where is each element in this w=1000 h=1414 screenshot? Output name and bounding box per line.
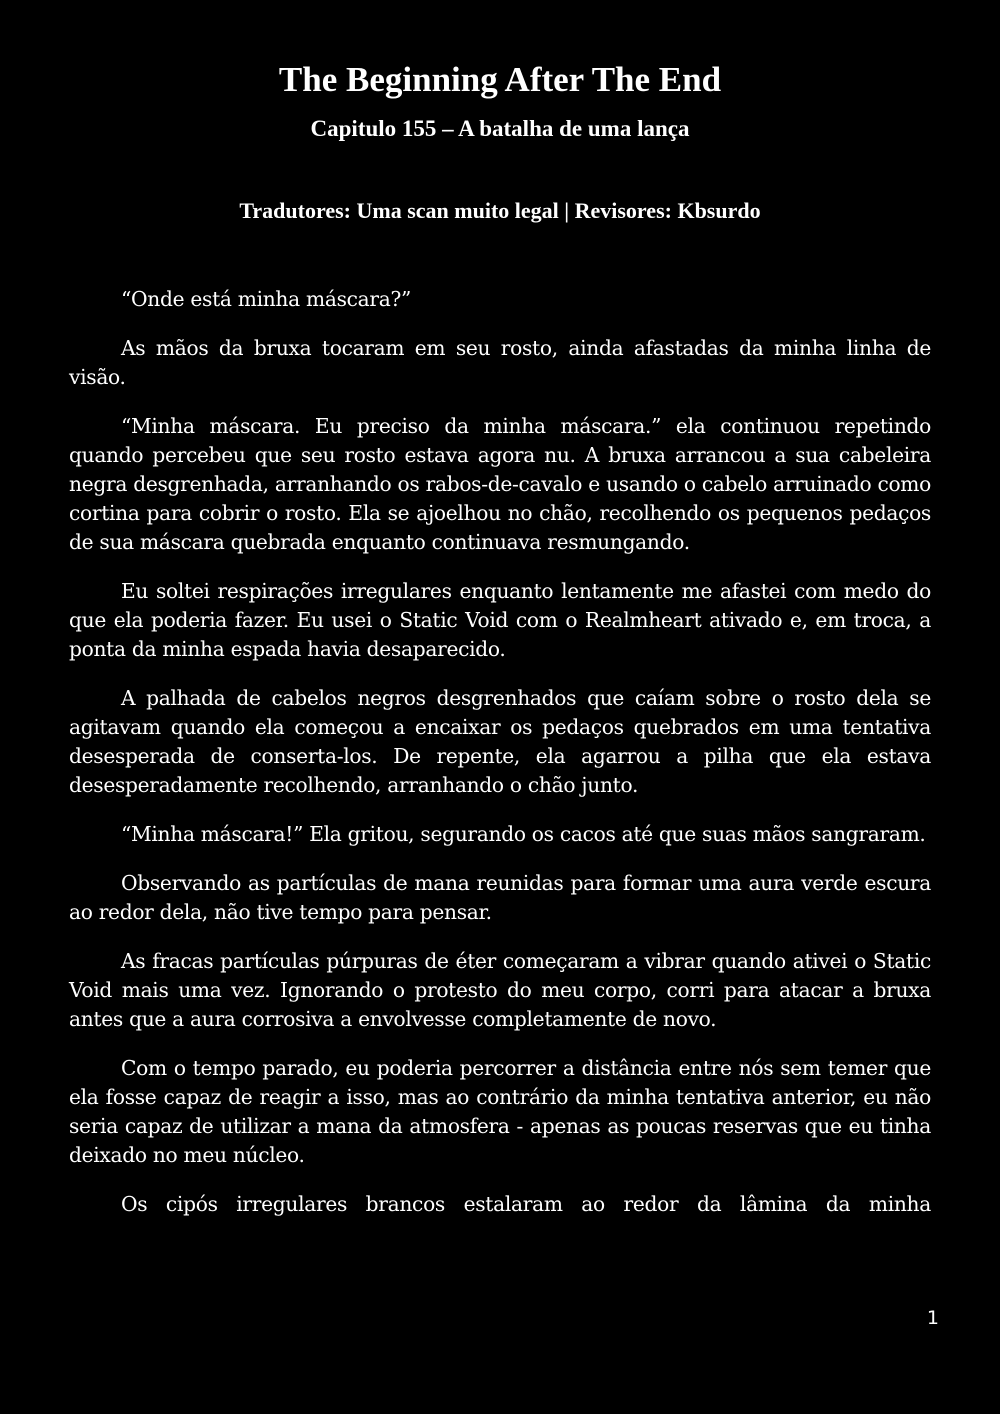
- chapter-body: [69, 285, 931, 1219]
- paragraph: Os cipós irregulares brancos estalaram ao redor da lâmina da minha: [121, 1192, 931, 1216]
- paragraph: A palhada de cabelos negros desgrenhados que caíam sobre o rosto dela se agitavam quando ela começou a encaixar os pedaços quebrados em uma tentativa desesperada de conserta-los. De repente, ela agarrou a pilha que ela estava desesperadamente recolhendo, arranhando o chão junto.: [69, 686, 931, 797]
- paragraph: As mãos da bruxa tocaram em seu rosto, ainda afastadas da minha linha de visão.: [69, 336, 931, 389]
- paragraph: “Minha máscara. Eu preciso da minha máscara.” ela continuou repetindo quando percebeu que seu rosto estava agora nu. A bruxa arrancou a sua cabeleira negra desgrenhada, arranhando os rabos-de-cavalo e usando o cabelo arruinado como cortina para cobrir o rosto. Ela se ajoelhou no chão, recolhendo os pequenos pedaços de sua máscara quebrada enquanto continuava resmungando.: [69, 414, 931, 554]
- page-number: 1: [926, 1307, 939, 1329]
- paragraph: Observando as partículas de mana reunidas para formar uma aura verde escura ao redor dela, não tive tempo para pensar.: [69, 871, 931, 924]
- paragraph: Eu soltei respirações irregulares enquanto lentamente me afastei com medo do que ela poderia fazer. Eu usei o Static Void com o Realmheart ativado e, em troca, a ponta da minha espada havia desaparecido.: [69, 579, 931, 661]
- credits-line: Tradutores: Uma scan muito legal | Revisores: Kbsurdo: [239, 198, 761, 223]
- paragraph: As fracas partículas púrpuras de éter começaram a vibrar quando ativei o Static Void mais uma vez. Ignorando o protesto do meu corpo, corri para atacar a bruxa antes que a aura corrosiva a envolvesse completamente de novo.: [69, 949, 931, 1031]
- document-title: The Beginning After The End: [278, 60, 722, 99]
- paragraph: “Minha máscara!” Ela gritou, segurando os cacos até que suas mãos sangraram.: [121, 822, 926, 846]
- chapter-subtitle: Capitulo 155 – A batalha de uma lança: [310, 116, 690, 141]
- paragraph: “Onde está minha máscara?”: [121, 287, 411, 311]
- paragraph: Com o tempo parado, eu poderia percorrer a distância entre nós sem temer que ela fosse capaz de reagir a isso, mas ao contrário da minha tentativa anterior, eu não seria capaz de utilizar a mana da atmosfera - apenas as poucas reservas que eu tinha deixado no meu núcleo.: [69, 1056, 931, 1167]
